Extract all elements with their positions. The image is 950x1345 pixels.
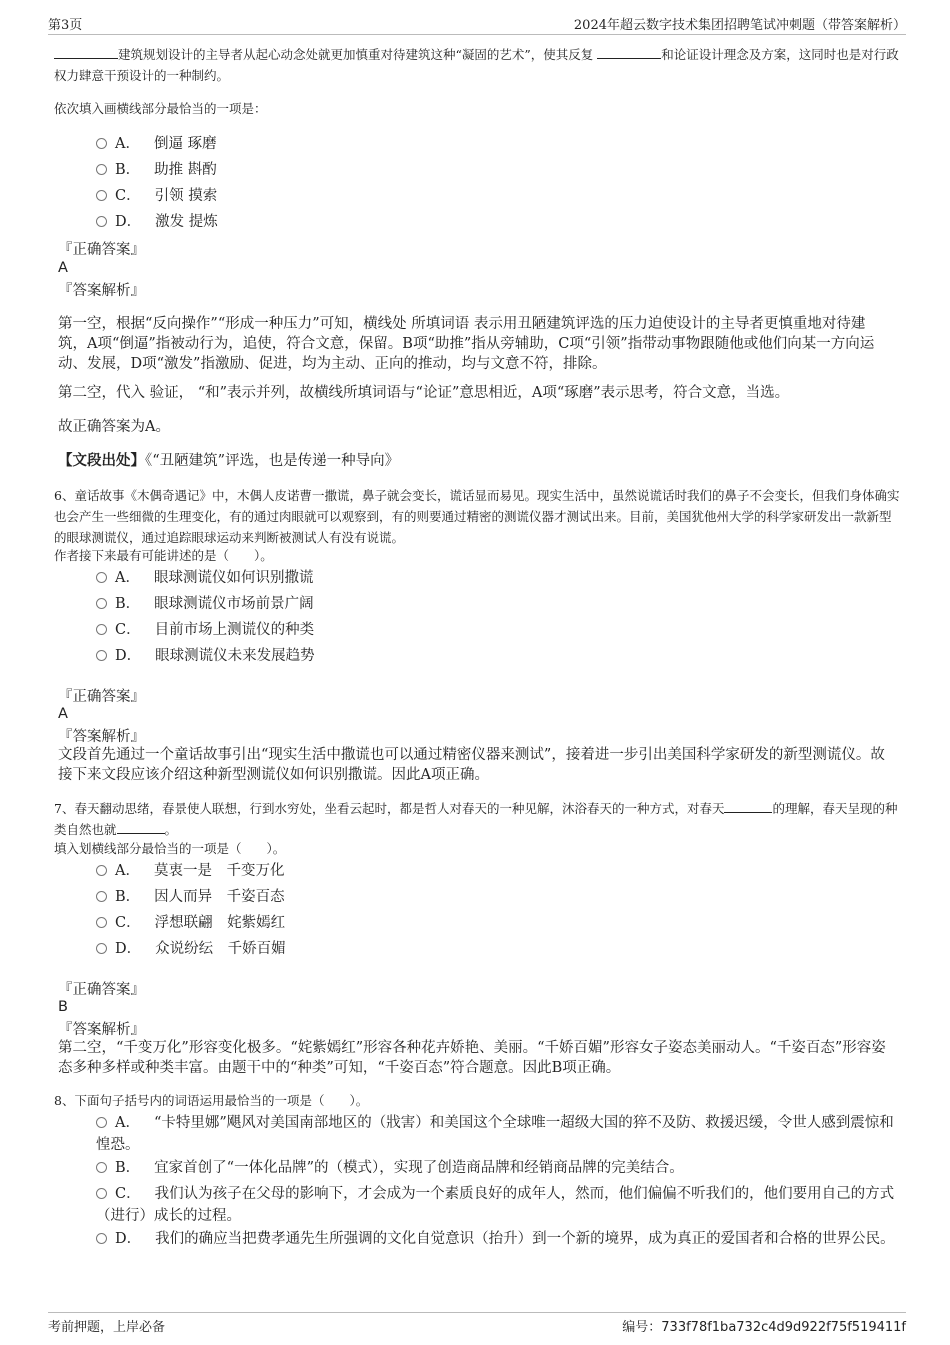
- q5-analysis-p1: 第一空，根据“反向操作”“形成一种压力”可知，横线处 所填词语 表示用丑陋建筑评选的压力迫使设计的主导者更慎重地对待建筑，A项“倒逼”指被动行为，追使，符合文意，保留。B项“助推”指从旁辅助，C项“引领”指带动事物跟随他或他们向某一方向运动、发展，D项“激发”指激励、促进，均为主动、正向的推动，均与文意不符，排除。: [58, 316, 875, 372]
- q5-option-d[interactable]: D． 激发 提炼: [96, 212, 218, 232]
- q5-passage: 建筑规划设计的主导者从起心动念处就更加慎重对待建筑这种“凝固的艺术”，使其反复 和论证设计理念及方案，这同时也是对行政权力肆意干预设计的一种制约。: [54, 47, 899, 83]
- q6-analysis-heading: 『答案解析』: [58, 729, 145, 745]
- q7-blank-2: [117, 821, 165, 834]
- q5-option-a[interactable]: A． 倒逼 琢磨: [96, 134, 217, 154]
- radio-icon[interactable]: [96, 917, 107, 928]
- q6-option-b[interactable]: B． 眼球测谎仪市场前景广阔: [96, 594, 314, 614]
- q5-prompt: 依次填入画横线部分最恰当的一项是：: [54, 101, 267, 116]
- radio-icon[interactable]: [96, 624, 107, 635]
- q7-answer: B: [58, 999, 68, 1015]
- q7-option-c[interactable]: C． 浮想联翩 姹紫嫣红: [96, 913, 285, 933]
- q6-answer-heading: 『正确答案』: [58, 689, 145, 705]
- q6-option-a[interactable]: A． 眼球测谎仪如何识别撒谎: [96, 568, 313, 588]
- q7-analysis-heading: 『答案解析』: [58, 1022, 145, 1038]
- q6-answer: A: [58, 706, 68, 722]
- page-header: [48, 14, 906, 35]
- radio-icon[interactable]: [96, 190, 107, 201]
- q5-analysis-p3: 故正确答案为A。: [58, 419, 170, 435]
- radio-icon[interactable]: [96, 572, 107, 583]
- radio-icon[interactable]: [96, 216, 107, 227]
- radio-icon[interactable]: [96, 865, 107, 876]
- q8-option-b[interactable]: B． 宜家首创了“一体化品牌”的（模式），实现了创造商品牌和经销商品牌的完美结合。: [96, 1157, 896, 1179]
- q6-analysis: 文段首先通过一个童话故事引出“现实生活中撒谎也可以通过精密仪器来测试”，接着进一步引出美国科学家研发的新型测谎仪。故接下来文段应该介绍这种新型测谎仪如何识别撒谎。因此A项正确。: [58, 747, 885, 783]
- radio-icon[interactable]: [96, 1188, 107, 1199]
- q5-option-c[interactable]: C． 引领 摸索: [96, 186, 217, 206]
- q8-option-c[interactable]: C． 我们认为孩子在父母的影响下，才会成为一个素质良好的成年人，然而，他们偏偏不听我们的，他们要用自己的方式（进行）成长的过程。: [96, 1186, 895, 1224]
- q7-answer-heading: 『正确答案』: [58, 982, 145, 998]
- radio-icon[interactable]: [96, 138, 107, 149]
- q5-source: 【文段出处】《“丑陋建筑”评选，也是传递一种导向》: [58, 452, 400, 469]
- q7-prompt: 填入划横线部分最恰当的一项是（ ）。: [54, 841, 286, 856]
- q7-option-b[interactable]: B． 因人而异 千姿百态: [96, 887, 285, 907]
- radio-icon[interactable]: [96, 1117, 107, 1128]
- radio-icon[interactable]: [96, 1233, 107, 1244]
- q5-analysis-heading: 『答案解析』: [58, 283, 145, 299]
- q6-stem: 6、童话故事《木偶奇遇记》中，木偶人皮诺曹一撒谎，鼻子就会变长，谎话显而易见。现实生活中，虽然说谎话时我们的鼻子不会变长，但我们身体确实也会产生一些细微的生理变化，有的通过肉眼就可以观察到，有的则要通过精密的测谎仪器才测试出来。目前，美国犹他州大学的科学家研发出一款新型的眼球测谎仪，通过追踪眼球运动来判断被测试人有没有说谎。: [54, 488, 900, 545]
- radio-icon[interactable]: [96, 650, 107, 661]
- footer-slogan: 考前押题，上岸必备: [48, 1320, 166, 1335]
- q7-stem: 7、春天翻动思绪，春景使人联想，行到水穷处，坐看云起时，都是哲人对春天的一种见解，沐浴春天的一种方式，对春天 的理解，春天呈现的种类自然也就 。: [54, 801, 898, 837]
- q7-option-d[interactable]: D． 众说纷纭 千娇百媚: [96, 939, 286, 959]
- q8-option-d[interactable]: D． 我们的确应当把费孝通先生所强调的文化自觉意识（抬升）到一个新的境界，成为真正的爱国者和合格的世界公民。: [96, 1228, 896, 1250]
- radio-icon[interactable]: [96, 164, 107, 175]
- radio-icon[interactable]: [96, 943, 107, 954]
- q5-answer-heading: 『正确答案』: [58, 242, 145, 258]
- q8-option-a[interactable]: A． “卡特里娜”飓风对美国南部地区的（戕害）和美国这个全球唯一超级大国的猝不及防、救援迟缓，令世人感到震惊和惶恐。: [96, 1115, 894, 1153]
- q5-answer: A: [58, 260, 68, 276]
- q5-blank-2: [597, 46, 661, 59]
- q5-blank-1: [54, 46, 118, 59]
- document-title: 2024年超云数字技术集团招聘笔试冲刺题（带答案解析）: [573, 18, 906, 33]
- document-code: 编号：733f78f1ba732c4d9d922f75f519411f: [622, 1320, 906, 1335]
- q6-option-d[interactable]: D． 眼球测谎仪未来发展趋势: [96, 646, 315, 666]
- q5-analysis-p2: 第二空，代入 验证， “和”表示并列，故横线所填词语与“论证”意思相近，A项“琢磨”表示思考，符合文意，当选。: [58, 385, 790, 401]
- radio-icon[interactable]: [96, 1162, 107, 1173]
- radio-icon[interactable]: [96, 598, 107, 609]
- page-number: 第3页: [48, 18, 83, 33]
- q8-stem: 8、下面句子括号内的词语运用最恰当的一项是（ ）。: [54, 1093, 369, 1108]
- q6-prompt: 作者接下来最有可能讲述的是（ ）。: [54, 548, 273, 563]
- q7-analysis: 第二空，“千变万化”形容变化极多。“姹紫嫣红”形容各种花卉娇艳、美丽。“千娇百媚”形容女子姿态美丽动人。“千姿百态”形容姿态多种多样或种类丰富。由题干中的“种类”可知，“千姿百态”符合题意。因此B项正确。: [58, 1040, 886, 1076]
- q7-option-a[interactable]: A． 莫衷一是 千变万化: [96, 861, 284, 881]
- page-footer: [48, 1312, 906, 1335]
- q7-blank-1: [724, 800, 772, 813]
- q5-option-b[interactable]: B． 助推 斟酌: [96, 160, 217, 180]
- q6-option-c[interactable]: C． 目前市场上测谎仪的种类: [96, 620, 314, 640]
- radio-icon[interactable]: [96, 891, 107, 902]
